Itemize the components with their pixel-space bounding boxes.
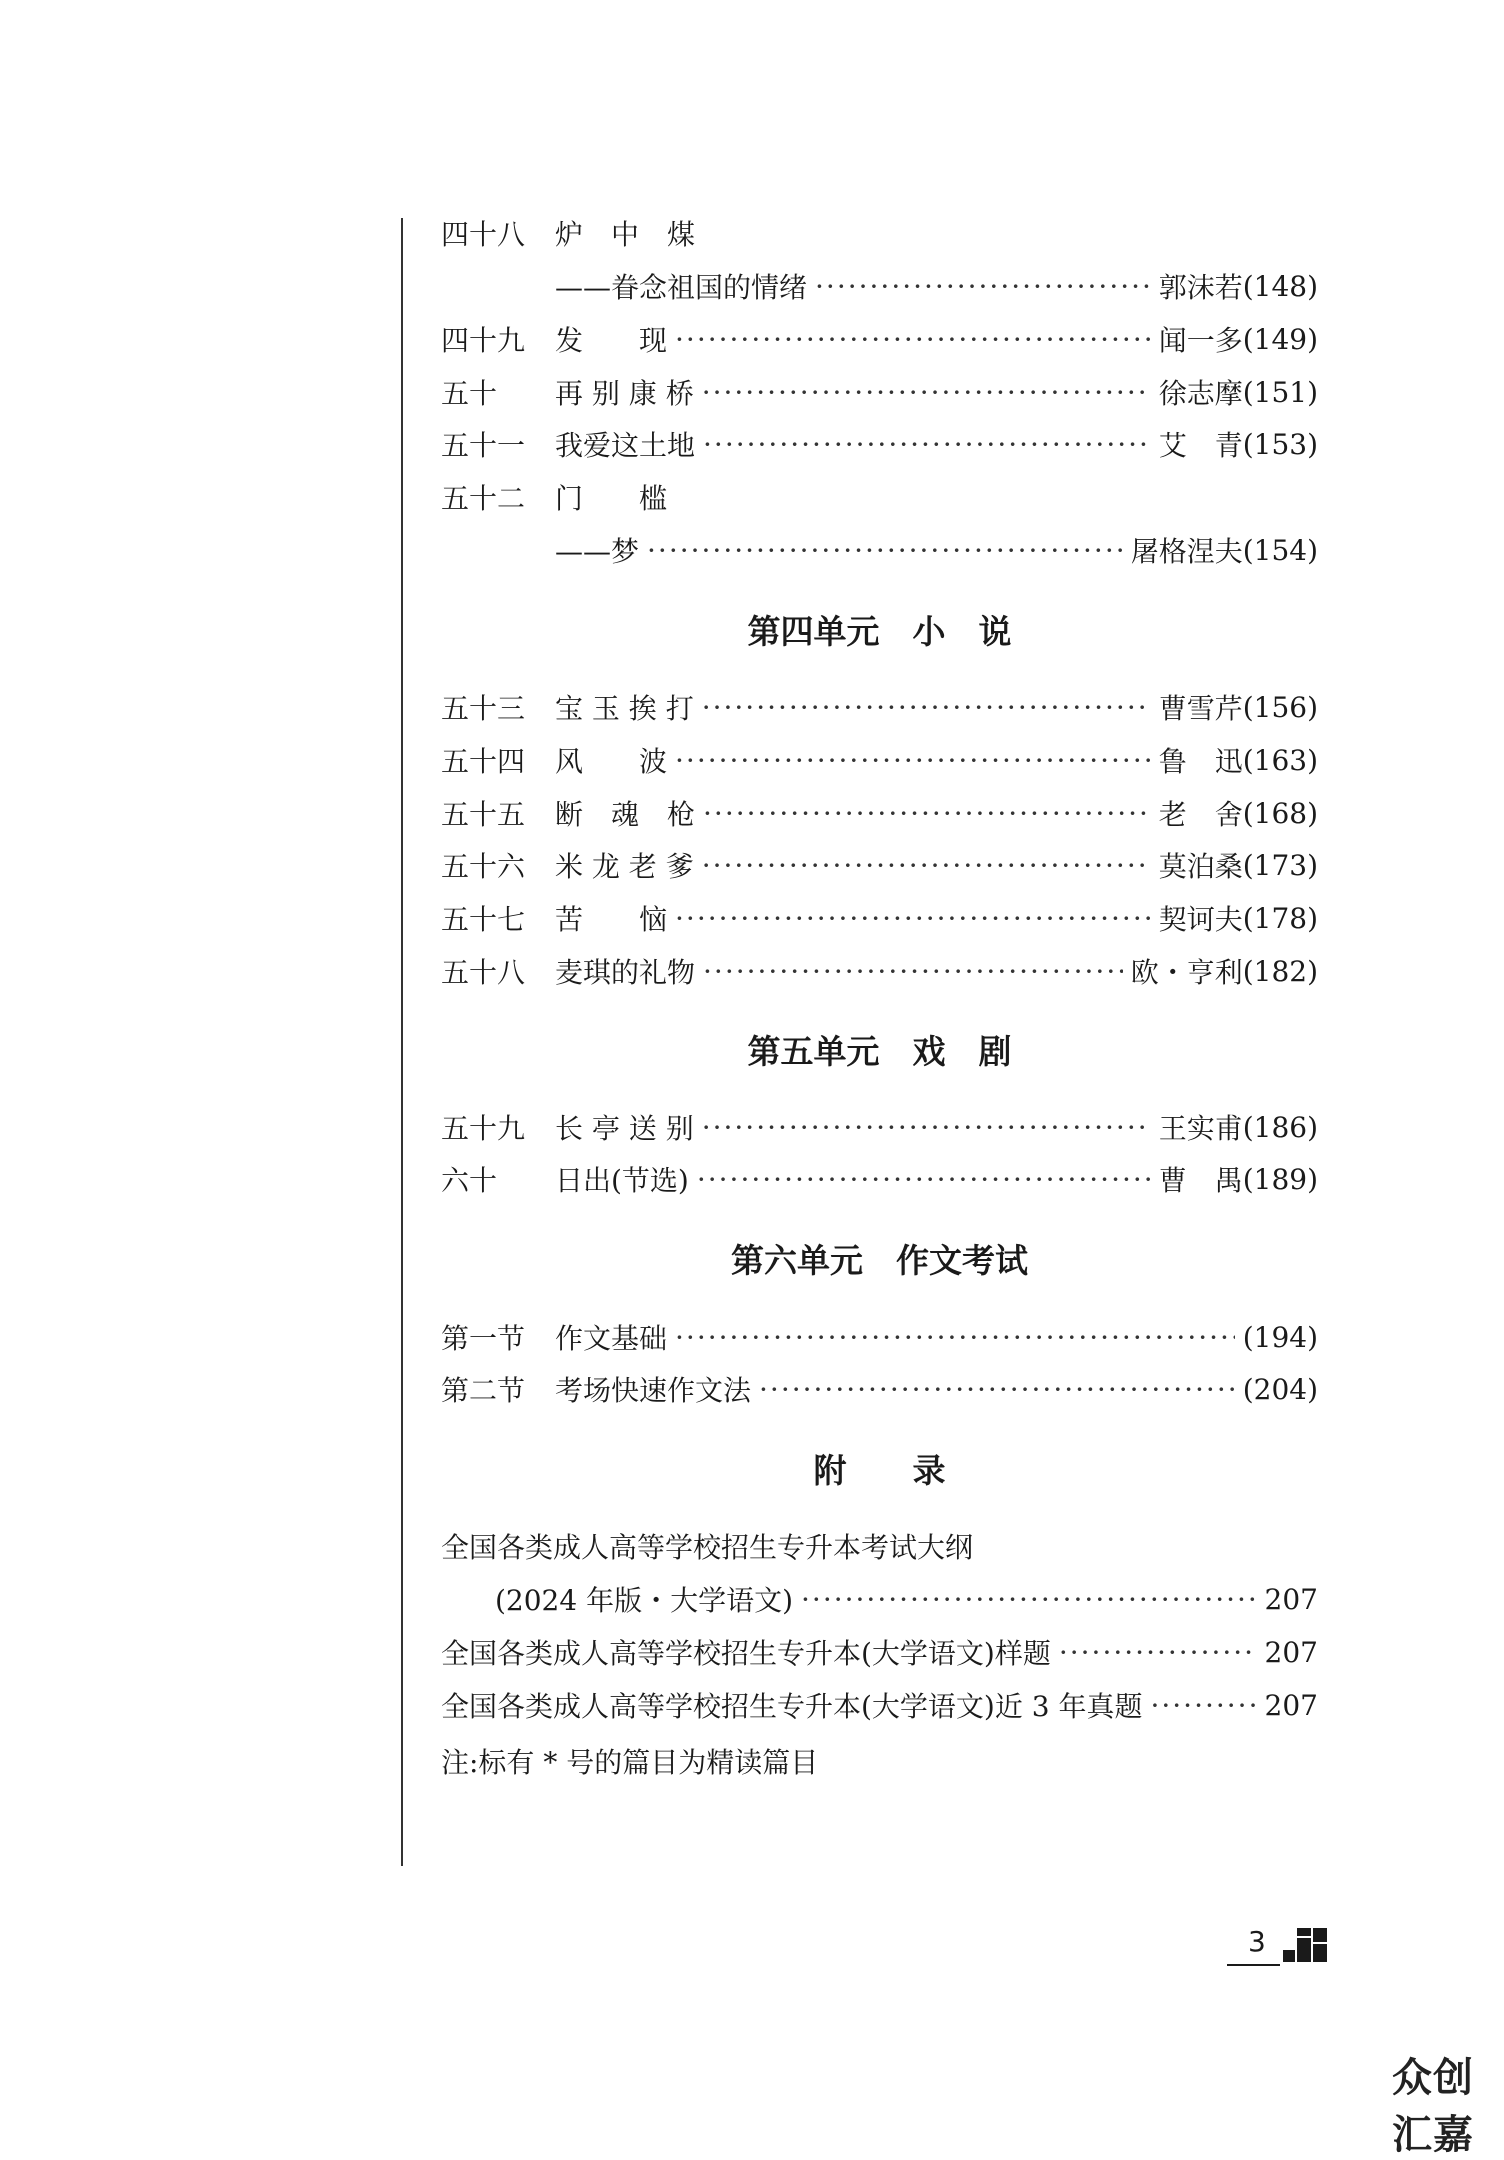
entry-page: (182) (1242, 954, 1318, 988)
toc-entry (441, 210, 1318, 256)
entry-page: (194) (1242, 1320, 1318, 1354)
entry-number: 五十二 (441, 482, 526, 515)
entry-title: 苦 恼 (555, 903, 668, 936)
entry-subtitle: ——梦 (555, 535, 640, 568)
appendix-subtitle: (2024 年版・大学语文) (495, 1584, 794, 1617)
entry-page: (153) (1242, 427, 1318, 461)
entry-page: (189) (1242, 1162, 1318, 1196)
leader-dots (703, 428, 1151, 461)
margin-rule (401, 218, 403, 1866)
toc-entry (441, 474, 1318, 520)
section-heading-appendix: 附 录 (813, 1451, 946, 1490)
entry-page: (204) (1242, 1372, 1318, 1406)
entry-author: 莫泊桑 (1158, 850, 1243, 883)
toc-entry (441, 1366, 1318, 1412)
entry-author: 鲁 迅 (1158, 745, 1243, 778)
entry-number: 五十三 (441, 692, 526, 725)
appendix-title: 全国各类成人高等学校招生专升本(大学语文)近 3 年真题 (441, 1690, 1143, 1723)
entry-number: 五十四 (441, 745, 526, 778)
entry-author: 契诃夫 (1158, 903, 1243, 936)
entry-page: 207 (1264, 1635, 1318, 1669)
watermark-logo: 众创汇嘉 (1392, 2055, 1474, 2158)
appendix-line (441, 1682, 1318, 1728)
toc-entry (441, 1156, 1318, 1202)
leader-dots (801, 1583, 1257, 1616)
toc-entry (441, 842, 1318, 888)
entry-title: 断 魂 枪 (555, 798, 696, 831)
entry-title: 麦琪的礼物 (555, 956, 696, 989)
section-heading-unit4: 第四单元 小 说 (747, 612, 1012, 651)
entry-title: 米 龙 老 爹 (555, 850, 694, 883)
entry-number: 五十七 (441, 903, 526, 936)
entry-author: 屠格涅夫 (1130, 535, 1243, 568)
entry-number: 五十一 (441, 429, 526, 462)
entry-author: 老 舍 (1158, 798, 1243, 831)
entry-author: 郭沫若 (1158, 271, 1243, 304)
leader-dots (675, 323, 1151, 356)
entry-number: 四十八 (441, 218, 526, 251)
toc-entry (441, 948, 1318, 994)
appendix-line (441, 1629, 1318, 1675)
entry-title: 风 波 (555, 745, 668, 778)
toc-entry (441, 1314, 1318, 1360)
entry-page: (149) (1242, 322, 1318, 356)
entry-subtitle: ——眷念祖国的情绪 (555, 271, 808, 304)
entry-page: (168) (1242, 796, 1318, 830)
entry-number: 四十九 (441, 324, 526, 357)
leader-dots (675, 744, 1151, 777)
entry-title: 炉 中 煤 (555, 218, 696, 251)
appendix-line: 全国各类成人高等学校招生专升本考试大纲 (441, 1531, 974, 1564)
entry-number: 五十九 (441, 1112, 526, 1145)
leader-dots (675, 1321, 1235, 1354)
entry-page: (178) (1242, 901, 1318, 935)
entry-title: 再 别 康 桥 (555, 377, 694, 410)
appendix-title: 全国各类成人高等学校招生专升本(大学语文)样题 (441, 1637, 1051, 1670)
leader-dots (702, 1111, 1151, 1144)
entry-author: 曹雪芹 (1158, 692, 1243, 725)
leader-dots (759, 1373, 1235, 1406)
toc-entry (441, 369, 1318, 415)
entry-title: 宝 玉 挨 打 (555, 692, 694, 725)
entry-page: 207 (1264, 1582, 1318, 1616)
section-heading-unit5: 第五单元 戏 剧 (747, 1032, 1012, 1071)
leader-dots (675, 902, 1151, 935)
entry-title: 作文基础 (555, 1322, 668, 1355)
entry-title: 门 槛 (555, 482, 668, 515)
entry-number: 五十六 (441, 850, 526, 883)
leader-dots (702, 691, 1151, 724)
entry-title: 长 亭 送 别 (555, 1112, 694, 1145)
toc-entry (441, 684, 1318, 730)
section-heading-unit6: 第六单元 作文考试 (731, 1241, 1028, 1280)
toc-entry (441, 1104, 1318, 1150)
entry-title: 考场快速作文法 (555, 1374, 752, 1407)
leader-dots (703, 955, 1123, 988)
entry-number: 六十 (441, 1164, 498, 1197)
toc-entry (441, 737, 1318, 783)
entry-author: 曹 禺 (1158, 1164, 1243, 1197)
entry-page: (148) (1242, 269, 1318, 303)
entry-author: 欧・亨利 (1130, 956, 1243, 989)
entry-author: 闻一多 (1158, 324, 1243, 357)
entry-author: 艾 青 (1158, 429, 1243, 462)
toc-entry (441, 421, 1318, 467)
toc-entry (555, 527, 1318, 573)
entry-page: (154) (1242, 533, 1318, 567)
entry-title: 发 现 (555, 324, 668, 357)
entry-number: 五十五 (441, 798, 526, 831)
leader-dots (1150, 1689, 1256, 1722)
leader-dots (702, 849, 1151, 882)
toc-entry (441, 790, 1318, 836)
entry-page: (151) (1242, 375, 1318, 409)
leader-dots (702, 376, 1151, 409)
entry-page: 207 (1264, 1688, 1318, 1722)
entry-title: 我爱这土地 (555, 429, 696, 462)
leader-dots (1059, 1636, 1257, 1669)
appendix-line (495, 1576, 1318, 1622)
toc-entry (441, 316, 1318, 362)
leader-dots (697, 1163, 1151, 1196)
leader-dots (703, 797, 1151, 830)
toc-entry (555, 263, 1318, 309)
toc-entry (441, 895, 1318, 941)
entry-page: (163) (1242, 743, 1318, 777)
entry-page: (186) (1242, 1110, 1318, 1144)
entry-number: 第二节 (441, 1374, 526, 1407)
entry-page: (156) (1242, 690, 1318, 724)
page-number-rule (1227, 1964, 1280, 1966)
entry-number: 第一节 (441, 1322, 526, 1355)
entry-number: 五十 (441, 377, 498, 410)
leader-dots (815, 270, 1151, 303)
footnote: 注:标有 * 号的篇目为精读篇目 (441, 1746, 819, 1779)
entry-page: (173) (1242, 848, 1318, 882)
entry-number: 五十八 (441, 956, 526, 989)
entry-author: 徐志摩 (1158, 377, 1243, 410)
page-number: 3 (1248, 1925, 1266, 1958)
leader-dots (647, 534, 1123, 567)
entry-author: 王实甫 (1158, 1112, 1243, 1145)
entry-title: 日出(节选) (555, 1164, 689, 1197)
